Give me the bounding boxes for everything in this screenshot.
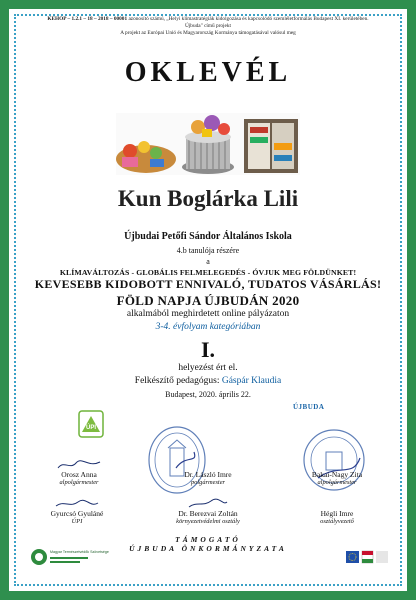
signer-role: ÚPI <box>71 518 83 525</box>
project-header <box>26 16 390 37</box>
signature-hegli <box>282 509 392 525</box>
certificate-title: OKLEVÉL <box>124 57 292 88</box>
recipient-name: Kun Boglárka Lili <box>117 186 299 211</box>
handwritten-signature-icon <box>52 499 102 509</box>
teacher-label: Felkészítő pedagógus: <box>134 376 220 386</box>
handwritten-signature-icon <box>54 460 104 470</box>
signature-bakai <box>282 470 392 486</box>
teacher-line <box>0 376 416 386</box>
upi-logo <box>78 410 104 438</box>
category-line: 3-4. évfolyam kategóriában <box>155 322 261 332</box>
eu-funding-logos <box>346 548 388 566</box>
signer-role: osztályvezető <box>320 518 354 525</box>
support-organization: ÚJBUDA ÖNKORMÁNYZATA <box>129 544 287 553</box>
achievement-line: helyezést ért el. <box>178 363 238 373</box>
handwritten-signature-icon <box>183 499 233 509</box>
project-code: KEHOP – 1.2.1 – 18 – 2018 – 00001 <box>47 16 128 22</box>
event-name: FÖLD NAPJA ÚJBUDÁN 2020 <box>116 293 300 308</box>
signer-role: polgármester <box>190 479 226 486</box>
project-description: azonosító számú, „Helyi klímastratégiák kidolgozása és kapcsolódó szemléletformálás Budapest XI. kerületében. <box>128 16 369 22</box>
signer-role: környezetvédelmi osztály <box>176 518 240 525</box>
teacher-name: Gáspár Klaudia <box>221 376 282 386</box>
ujbuda-logo <box>293 403 324 411</box>
class-line: 4.b tanulója részére <box>176 246 240 255</box>
ujbuda-logo-text: ÚJBUDA <box>293 403 325 411</box>
food-waste-photo <box>116 113 300 175</box>
signature-orosz <box>24 460 134 486</box>
upi-logo-text: ÚPI <box>85 425 97 431</box>
signer-name: Gyurcsó Gyuláné <box>50 509 104 518</box>
signer-name: Hégli Imre <box>320 509 354 518</box>
signature-gyurcso <box>22 499 132 525</box>
school-name: Újbudai Petőfi Sándor Általános Iskola <box>124 231 292 242</box>
placement: I. <box>200 337 216 362</box>
slogan-climate: KLÍMAVÁLTOZÁS - GLOBÁLIS FELMELEGEDÉS - ÓVJUK MEG FÖLDÜNKET! <box>59 268 357 277</box>
signer-name: Dr. László Imre <box>184 470 232 479</box>
occasion-line: alkalmából meghirdetett online pályázaton <box>126 309 290 319</box>
signature-berezvai <box>153 499 263 525</box>
signer-name: Dr. Berezvai Zoltán <box>178 509 238 518</box>
signer-role: alpolgármester <box>59 479 99 486</box>
mtvsz-logo <box>30 545 109 569</box>
mtvsz-logo-text: Magyar Természetvédők Szövetsége <box>50 550 109 554</box>
signer-role: alpolgármester <box>317 479 357 486</box>
signer-name: Orosz Anna <box>61 470 97 479</box>
signer-name: Bakai-Nagy Zita <box>311 470 363 479</box>
issue-date: Budapest, 2020. április 22. <box>165 390 251 399</box>
support-title: TÁMOGATÓ <box>175 535 241 544</box>
connector-word: a <box>206 257 210 266</box>
slogan-shopping: KEVESEBB KIDOBOTT ENNIVALÓ, TUDATOS VÁSÁRLÁS! <box>34 277 382 291</box>
project-name: Újbuda" című projekt <box>185 23 231 29</box>
signature-laszlo <box>153 470 263 486</box>
project-funding: A projekt az Európai Unió és Magyarország Kormánya támogatásával valósul meg <box>120 30 296 36</box>
